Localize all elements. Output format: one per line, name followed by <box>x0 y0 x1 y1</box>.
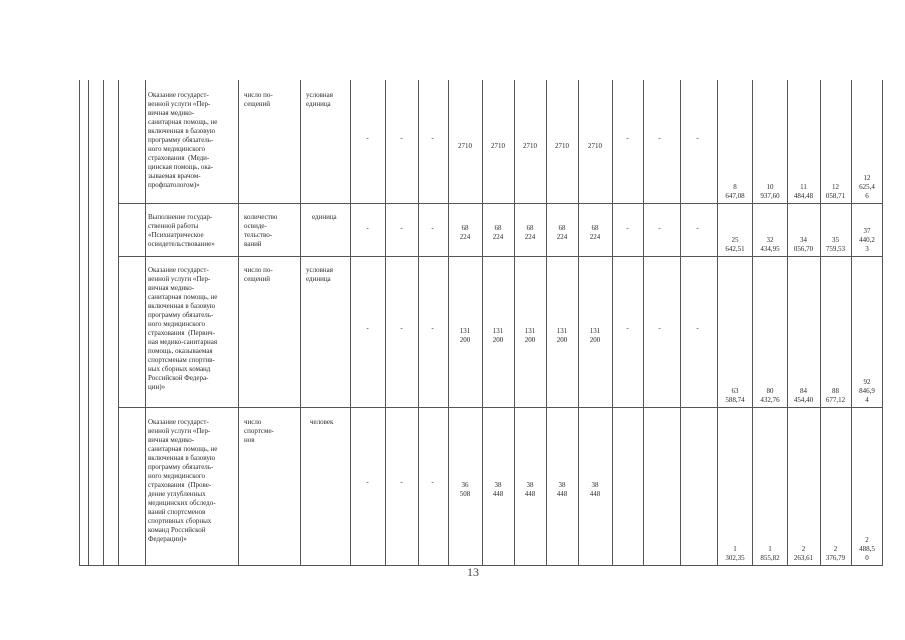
grid-line <box>79 80 80 565</box>
row-3-cost: 80 432,76 <box>760 387 780 404</box>
row-1-volume: 2710 <box>458 142 472 150</box>
row-2-indicator: количество освиде- тельство- ваний <box>244 213 278 248</box>
grid-line <box>418 80 419 565</box>
row-2-unit: единица <box>312 213 337 221</box>
grid-line <box>118 80 119 565</box>
row-4-cost: 1 302,35 <box>725 545 745 562</box>
row-4-cost: 2 376,79 <box>825 545 846 562</box>
grid-line <box>717 80 718 565</box>
row-4-unit: человек <box>310 418 334 426</box>
page-number: 13 <box>467 565 479 579</box>
row-2-volume: 68 224 <box>589 224 601 241</box>
row-2-cost: 25 642,51 <box>725 236 745 253</box>
row-1-volume: 2710 <box>588 142 602 150</box>
grid-line <box>752 80 753 565</box>
row-4-dash: - <box>366 478 369 486</box>
row-3-cost: 84 454,40 <box>793 387 814 404</box>
row-4-volume: 38 448 <box>589 481 601 498</box>
grid-line <box>643 80 644 565</box>
row-2-volume: 68 224 <box>459 224 471 241</box>
row-2-cost: 35 759,53 <box>825 236 846 253</box>
row-3-dash: - <box>696 324 699 332</box>
grid-line <box>612 80 613 565</box>
grid-line <box>300 80 301 565</box>
row-3-name: Оказание государст- венной услуги «Пер- вичная медико- санитарная помощь, не включенная в базовую программу обязатель- ного медицинского страхования (Первич- ная медико-санитарная помощь, оказываемая спортсменам спортив- ных сборных команд Российской Федера- ции)» <box>148 266 218 391</box>
row-2-dash: - <box>431 224 434 232</box>
row-3-volume: 131 200 <box>459 327 471 344</box>
row-4-volume: 38 448 <box>492 481 504 498</box>
row-3-cost: 63 588,74 <box>725 387 745 404</box>
row-3-volume: 131 200 <box>492 327 504 344</box>
row-1-volume: 2710 <box>491 142 505 150</box>
row-2-dash: - <box>696 224 699 232</box>
row-1-dash: - <box>366 134 369 142</box>
row-2-dash: - <box>366 224 369 232</box>
grid-line <box>820 80 821 565</box>
row-divider <box>118 407 883 408</box>
row-2-name: Выполнение государ- ственной работы «Психиатрическое освидетельствование» <box>148 213 215 248</box>
row-2-dash: - <box>626 224 629 232</box>
grid-line <box>103 80 104 565</box>
row-1-cost: 11 484,48 <box>793 183 814 200</box>
row-4-indicator: число спортсме- нов <box>244 418 274 444</box>
row-divider <box>118 256 883 257</box>
row-3-cost: 88 677,12 <box>825 387 846 404</box>
row-1-indicator: число по- сещений <box>244 91 273 108</box>
row-4-name: Оказание государст- венной услуги «Пер- вичная медико- санитарная помощь, не включенная в базовую программу обязатель- ного медицинского страхования (Прове- дение углубленных медицинских обследо- ваний спортсменов спортивных сборных команд Российской Федерации)» <box>148 418 218 543</box>
row-3-dash: - <box>400 324 403 332</box>
row-3-indicator: число по- сещений <box>244 266 273 283</box>
row-4-volume: 38 448 <box>556 481 568 498</box>
row-3-volume: 131 200 <box>524 327 536 344</box>
grid-line <box>238 80 239 565</box>
grid-line <box>578 80 579 565</box>
row-1-dash: - <box>400 134 403 142</box>
row-1-unit: условная единица <box>306 91 333 108</box>
row-divider <box>118 203 883 204</box>
row-3-volume: 131 200 <box>556 327 568 344</box>
row-1-volume: 2710 <box>555 142 569 150</box>
grid-line <box>145 80 146 565</box>
row-1-cost: 12 625,4 6 <box>859 174 875 200</box>
row-3-cost: 92 846,9 4 <box>859 378 875 404</box>
row-2-volume: 68 224 <box>556 224 568 241</box>
row-2-cost: 37 440,2 3 <box>859 227 875 253</box>
row-1-dash: - <box>696 134 699 142</box>
row-2-dash: - <box>400 224 403 232</box>
grid-line <box>787 80 788 565</box>
row-divider <box>79 565 883 566</box>
row-2-volume: 68 224 <box>524 224 536 241</box>
row-3-dash: - <box>658 324 661 332</box>
row-1-cost: 12 058,71 <box>825 183 846 200</box>
grid-line <box>882 80 883 565</box>
grid-line <box>88 80 89 565</box>
row-4-dash: - <box>431 478 434 486</box>
row-4-volume: 38 448 <box>524 481 536 498</box>
row-1-cost: 10 937,60 <box>760 183 780 200</box>
row-1-cost: 8 647,08 <box>725 183 745 200</box>
row-3-unit: условная единица <box>306 266 333 283</box>
row-3-dash: - <box>366 324 369 332</box>
row-3-dash: - <box>431 324 434 332</box>
row-1-dash: - <box>626 134 629 142</box>
row-2-dash: - <box>658 224 661 232</box>
row-1-volume: 2710 <box>523 142 537 150</box>
row-1-name: Оказание государст- венной услуги «Пер- вичная медико- санитарная помощь, не включенная в базовую программу обязатель- ного медицинского страхования (Меди- цинская помощь, ока- зываемая врачом- профпатологом)» <box>148 91 218 189</box>
row-4-dash: - <box>400 478 403 486</box>
row-4-volume: 36 508 <box>459 481 471 498</box>
row-2-cost: 32 434,95 <box>760 236 780 253</box>
grid-line <box>851 80 852 565</box>
row-3-volume: 131 200 <box>589 327 601 344</box>
grid-line <box>350 80 351 565</box>
grid-line <box>385 80 386 565</box>
row-4-cost: 2 263,61 <box>793 545 814 562</box>
row-2-cost: 34 056,70 <box>793 236 814 253</box>
grid-line <box>448 80 449 565</box>
row-1-dash: - <box>431 134 434 142</box>
row-3-dash: - <box>626 324 629 332</box>
grid-line <box>680 80 681 565</box>
row-2-volume: 68 224 <box>492 224 504 241</box>
row-1-dash: - <box>658 134 661 142</box>
row-4-cost: 1 855,82 <box>760 545 780 562</box>
row-4-cost: 2 488,5 0 <box>859 536 875 562</box>
